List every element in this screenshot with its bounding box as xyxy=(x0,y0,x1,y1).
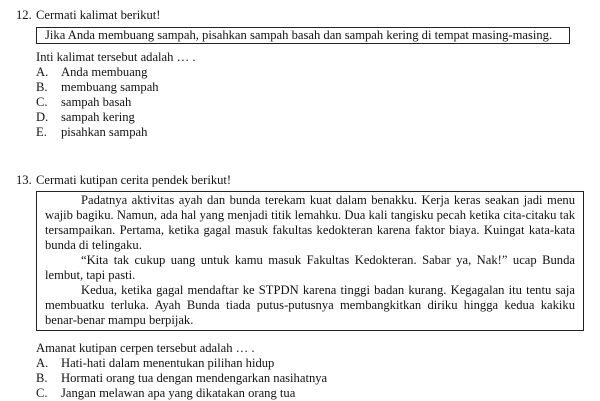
option-text: Hormati orang tua dengan mendengarkan nasihatnya xyxy=(61,371,328,385)
question-13 xyxy=(16,173,586,401)
option-letter: C. xyxy=(36,95,48,109)
option-c[interactable] xyxy=(36,95,586,110)
option-text: Hati-hati dalam menentukan pilihan hidup xyxy=(61,356,275,370)
option-text: sampah kering xyxy=(61,110,135,124)
story-paragraph: Padatnya aktivitas ayah dan bunda terekam kuat dalam benakku. Kerja keras seakan jadi menu wajib bagiku. Namun, ada hal yang menjadi titik lemahku. Dua kali tangisku pecah ketika cita-citaku tak tersampaikan. Pertama, ketika gagal masuk fakultas kedokteran karena faktor biaya. Kuingat kata-kata bunda di telingaku. xyxy=(45,193,575,252)
question-instruction: Cermati kalimat berikut! xyxy=(36,8,161,22)
question-prompt: Amanat kutipan cerpen tersebut adalah … . xyxy=(36,341,255,355)
options-list xyxy=(36,356,586,401)
question-instruction: Cermati kutipan cerita pendek berikut! xyxy=(36,173,232,187)
option-letter: A. xyxy=(36,65,49,79)
question-12-header xyxy=(16,8,586,23)
options-list xyxy=(36,65,586,140)
option-a[interactable] xyxy=(36,65,586,80)
option-text: membuang sampah xyxy=(61,80,159,94)
story-dialogue: “Kita tak cukup uang untuk kamu masuk Fakultas Kedokteran. Sabar ya, Nak!” ucap Bunda lembut, tapi pasti. xyxy=(45,253,575,282)
sentence-box xyxy=(36,27,570,44)
option-a[interactable] xyxy=(36,356,586,371)
story-excerpt-box xyxy=(36,191,584,331)
option-letter: E. xyxy=(36,125,47,139)
option-text: sampah basah xyxy=(61,95,132,109)
story-paragraph: Kedua, ketika gagal mendaftar ke STPDN karena tinggi badan kurang. Kegagalan itu tentu saja membuatku terluka. Ayah Bunda tiada putus-putusnya membangkitkan diriku hingga kedua kakiku benar-benar mampu berpijak. xyxy=(45,283,575,327)
question-number: 13. xyxy=(16,173,32,187)
option-text: pisahkan sampah xyxy=(61,125,148,139)
option-c[interactable] xyxy=(36,386,586,401)
option-letter: C. xyxy=(36,386,48,400)
option-b[interactable] xyxy=(36,80,586,95)
option-e[interactable] xyxy=(36,125,586,140)
question-number: 12. xyxy=(16,8,32,22)
option-letter: A. xyxy=(36,356,49,370)
question-13-header xyxy=(16,173,586,188)
option-text: Jangan melawan apa yang dikatakan orang tua xyxy=(61,386,296,400)
option-b[interactable] xyxy=(36,371,586,386)
option-letter: D. xyxy=(36,110,49,124)
question-12 xyxy=(16,8,586,140)
question-prompt: Inti kalimat tersebut adalah … . xyxy=(36,50,196,64)
option-letter: B. xyxy=(36,80,48,94)
option-text: Anda membuang xyxy=(61,65,148,79)
sentence-text: Jika Anda membuang sampah, pisahkan sampah basah dan sampah kering di tempat masing-masing. xyxy=(45,28,553,42)
option-d[interactable] xyxy=(36,110,586,125)
option-letter: B. xyxy=(36,371,48,385)
